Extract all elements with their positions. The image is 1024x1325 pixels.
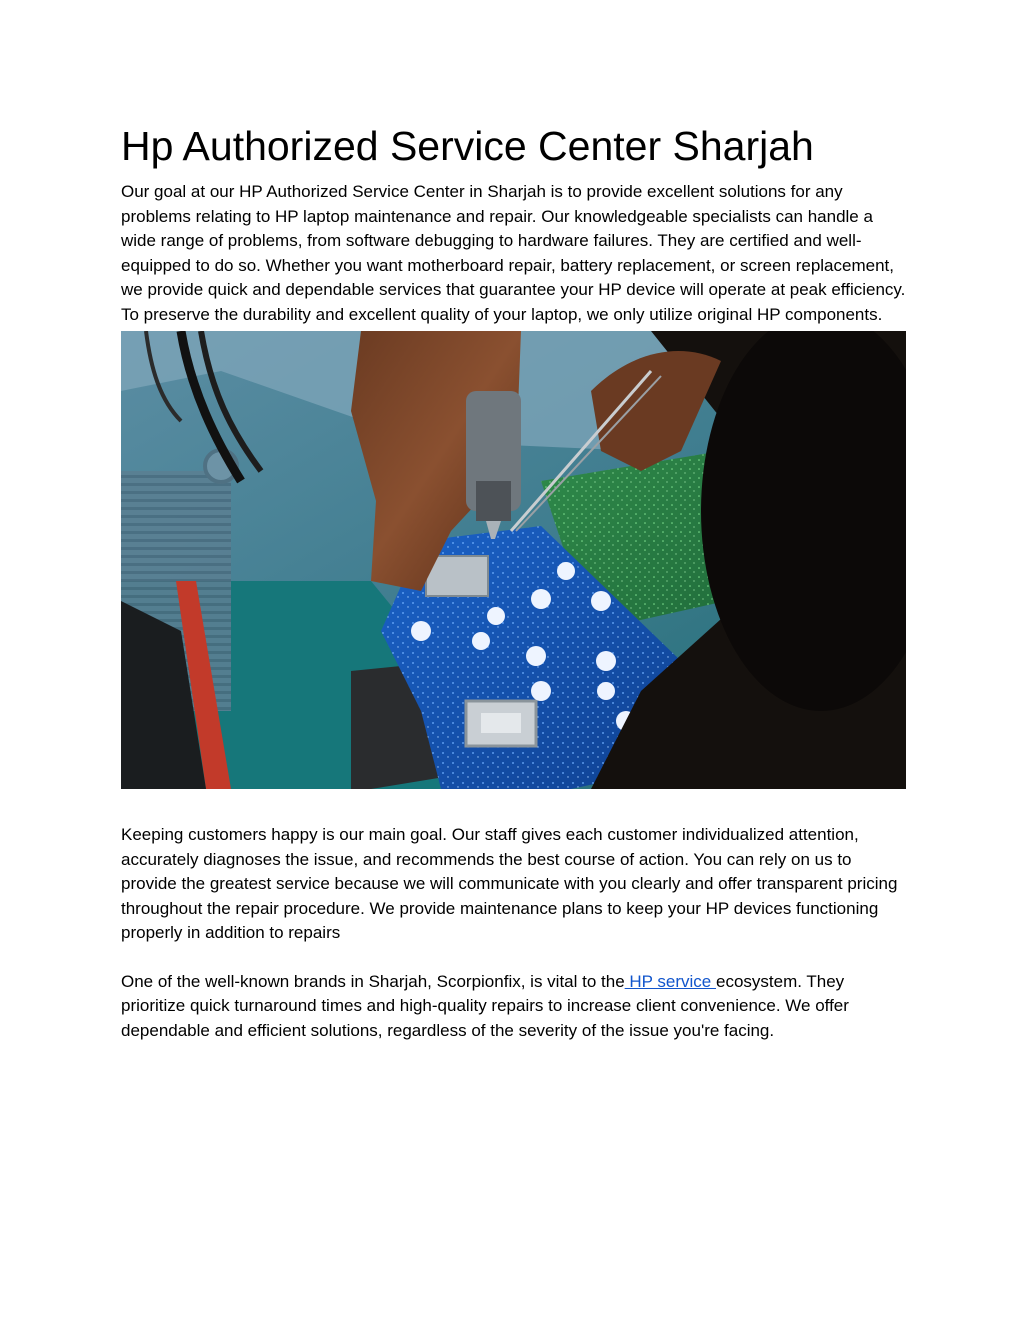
intro-paragraph: Our goal at our HP Authorized Service Center in Sharjah is to provide excellent solutions for any problems relating to HP laptop maintenance and repair. Our knowledgeable specialists can handle a wide range of problems, from software debugging to hardware failures. They are certified and well-equipped to do so. Whether you want motherboard repair, battery replacement, or screen replacement, we provide quick and dependable services that guarantee your HP device will operate at peak efficiency. To preserve the durability and excellent quality of your laptop, we only utilize original HP components. [121,182,906,324]
document-body [121,118,911,1043]
brand-text-after-link: ecosystem. They prioritize quick turnaround times and high-quality repairs to increase client convenience. We offer dependable and efficient solutions, regardless of the severity of the issue you're facing. [121,971,849,1040]
technician-repairing-motherboard-photo [121,331,906,789]
page-title: Hp Authorized Service Center Sharjah [121,123,814,169]
hp-service-link[interactable]: HP service [624,971,716,991]
brand-text-before-link: One of the well-known brands in Sharjah, Scorpionfix, is vital to the [121,971,625,991]
photo-illustration [121,331,906,789]
brand-paragraph [121,970,911,1044]
customer-satisfaction-paragraph: Keeping customers happy is our main goal. Our staff gives each customer individualized attention, accurately diagnoses the issue, and recommends the best course of action. You can rely on us to provide the greatest service because we will communicate with you clearly and offer transparent pricing throughout the repair procedure. We provide maintenance plans to keep your HP devices functioning properly in addition to repairs [121,825,898,942]
